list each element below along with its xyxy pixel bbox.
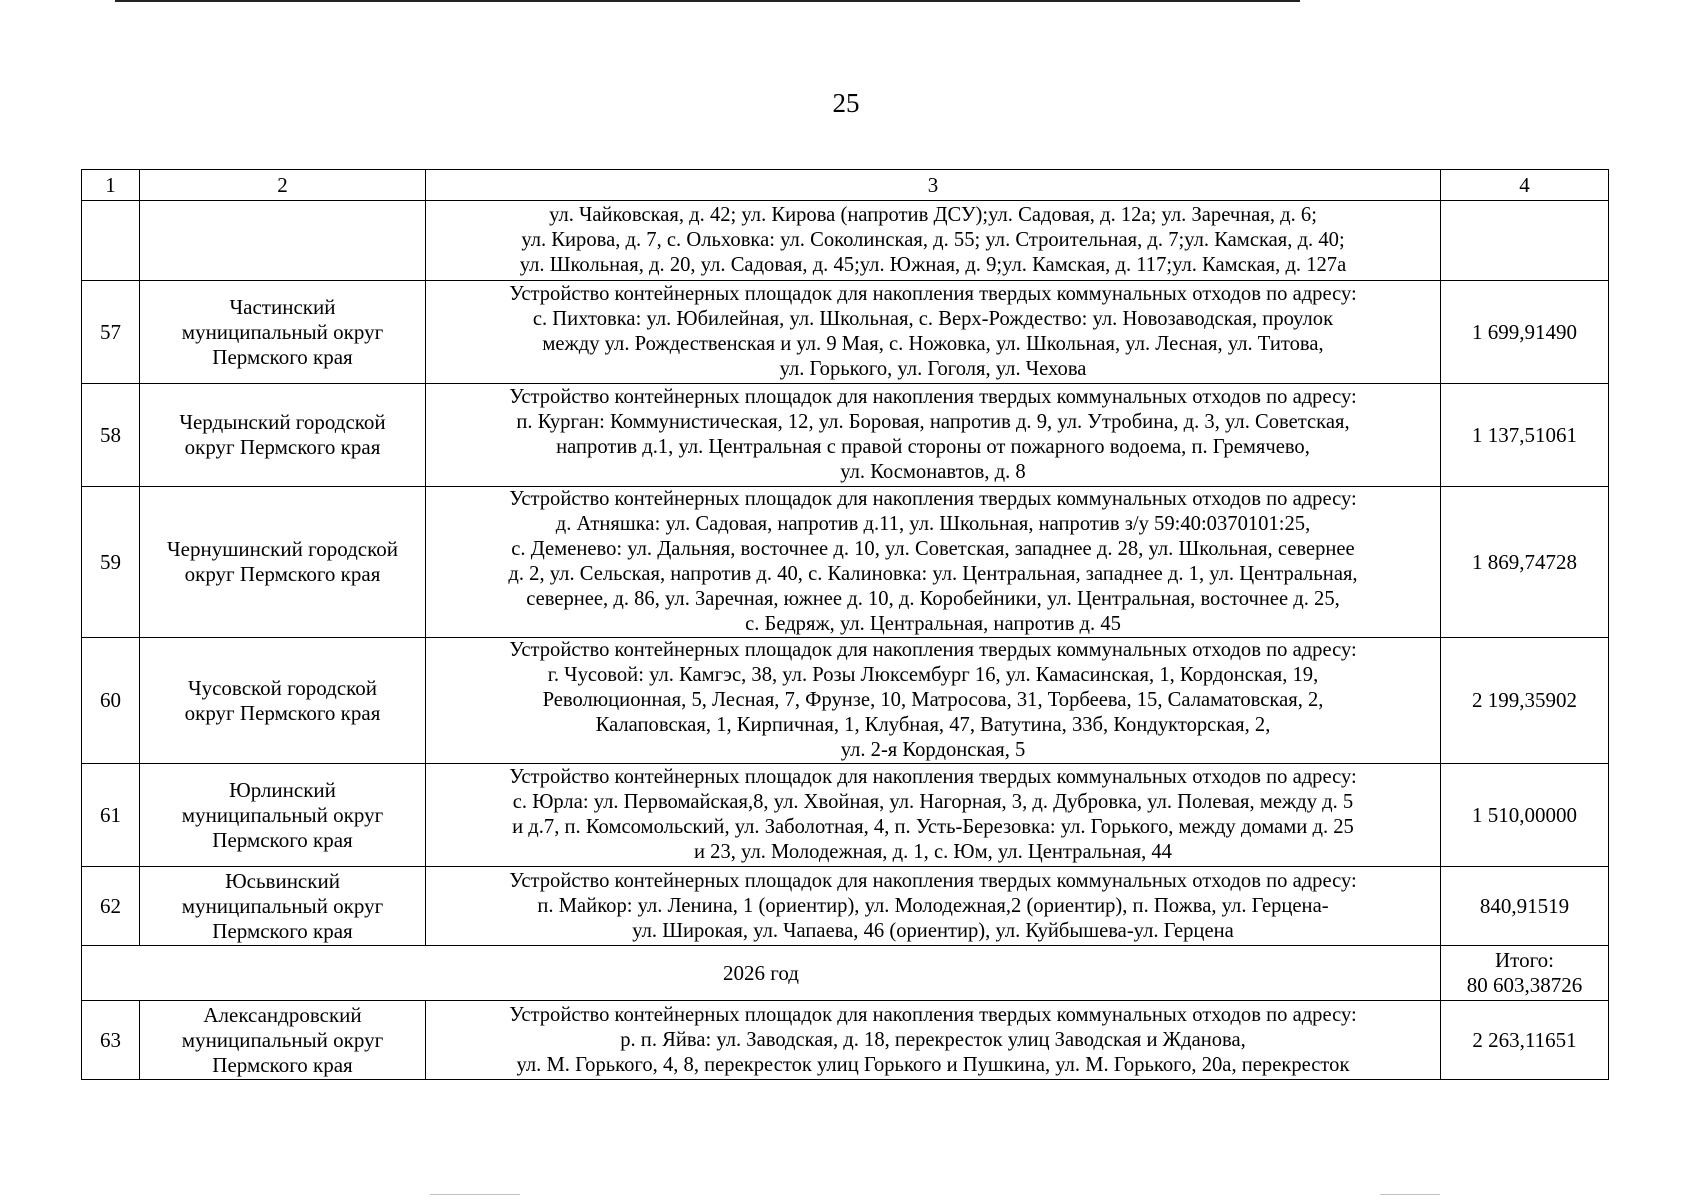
year-row bbox=[82, 946, 1609, 1001]
table-row bbox=[82, 487, 1609, 638]
row-number: 61 bbox=[82, 764, 140, 867]
scan-artifact bbox=[430, 1194, 520, 1195]
amount: 1 699,91490 bbox=[1441, 281, 1609, 384]
page-number: 25 bbox=[832, 88, 860, 118]
description-line: ул. Кирова, д. 7, с. Ольховка: ул. Соколинская, д. 55; ул. Строительная, д. 7;ул. Камская, д. 40; bbox=[521, 229, 1345, 251]
amount: 1 869,74728 bbox=[1441, 487, 1609, 638]
work-description bbox=[426, 384, 1441, 487]
work-description bbox=[426, 638, 1441, 764]
description-line: г. Чусовой: ул. Камгэс, 38, ул. Розы Люксембург 16, ул. Камасинская, 1, Кордонская, 19, bbox=[547, 664, 1319, 686]
amount: 1 137,51061 bbox=[1441, 384, 1609, 487]
district-line: Чердынский городской bbox=[179, 410, 386, 434]
amount: 1 510,00000 bbox=[1441, 764, 1609, 867]
description-line: ул. Космонавтов, д. 8 bbox=[840, 461, 1026, 483]
district-line: Юсьвинский bbox=[225, 868, 340, 893]
district-line: Чусовской городской bbox=[187, 675, 378, 700]
district-line: округ Пермского края bbox=[184, 700, 381, 725]
work-description bbox=[426, 1001, 1441, 1080]
district-line: Юрлинский bbox=[229, 777, 336, 802]
row-number: 62 bbox=[82, 867, 140, 946]
district-line: муниципальный округ bbox=[181, 319, 384, 344]
district-line: муниципальный округ bbox=[181, 1027, 384, 1052]
description-line: ул. Чайковская, д. 42; ул. Кирова (напротив ДСУ);ул. Садовая, д. 12а; ул. Заречная, д. 6; bbox=[549, 204, 1317, 226]
year-total bbox=[1441, 946, 1609, 1001]
description-line: Устройство контейнерных площадок для накопления твердых коммунальных отходов по адресу: bbox=[509, 869, 1357, 892]
row-number: 59 bbox=[82, 487, 140, 638]
description-line: напротив д.1, ул. Центральная с правой стороны от пожарного водоема, п. Гремячево, bbox=[556, 436, 1310, 458]
description-line: Революционная, 5, Лесная, 7, Фрунзе, 10, Матросова, 31, Торбеева, 15, Саламатовская, 2, bbox=[542, 689, 1324, 711]
header-cell-3: 3 bbox=[426, 170, 1441, 201]
amount: 2 263,11651 bbox=[1441, 1001, 1609, 1080]
district-name bbox=[140, 384, 426, 487]
works-table bbox=[81, 169, 1609, 1080]
description-line: ул. Горького, ул. Гоголя, ул. Чехова bbox=[779, 358, 1087, 380]
work-description bbox=[426, 201, 1441, 281]
district-line: округ Пермского края bbox=[184, 435, 381, 459]
district-line: Пермского края bbox=[212, 1052, 353, 1077]
description-line: ул. М. Горького, 4, 8, перекресток улиц Горького и Пушкина, ул. М. Горького, 20а, перекресток bbox=[516, 1053, 1350, 1076]
table-row bbox=[82, 638, 1609, 764]
description-line: с. Юрла: ул. Первомайская,8, ул. Хвойная, ул. Нагорная, 3, д. Дубровка, ул. Полевая, между д. 5 bbox=[512, 791, 1354, 813]
description-line: севернее, д. 86, ул. Заречная, южнее д. 10, д. Коробейники, ул. Центральная, восточнее д. 25, bbox=[526, 588, 1340, 610]
description-line: р. п. Яйва: ул. Заводская, д. 18, перекресток улиц Заводская и Жданова, bbox=[620, 1028, 1246, 1051]
description-line: Устройство контейнерных площадок для накопления твердых коммунальных отходов по адресу: bbox=[509, 386, 1357, 408]
row-number: 63 bbox=[82, 1001, 140, 1080]
row-number: 58 bbox=[82, 384, 140, 487]
description-line: Устройство контейнерных площадок для накопления твердых коммунальных отходов по адресу: bbox=[509, 1003, 1357, 1026]
description-line: с. Деменево: ул. Дальняя, восточнее д. 10, ул. Советская, западнее д. 28, ул. Школьная, севернее bbox=[511, 538, 1355, 560]
description-line: д. 2, ул. Сельская, напротив д. 40, с. Калиновка: ул. Центральная, западнее д. 1, ул. Центральная, bbox=[508, 563, 1358, 585]
table-row bbox=[82, 764, 1609, 867]
work-description bbox=[426, 764, 1441, 867]
district-name bbox=[140, 487, 426, 638]
table-row bbox=[82, 1001, 1609, 1080]
description-line: п. Курган: Коммунистическая, 12, ул. Боровая, напротив д. 9, ул. Утробина, д. 3, ул. Советская, bbox=[516, 411, 1350, 433]
work-description bbox=[426, 487, 1441, 638]
table-row bbox=[82, 281, 1609, 384]
table-row bbox=[82, 201, 1609, 281]
year-label: 2026 год bbox=[82, 946, 1441, 1001]
amount bbox=[1441, 201, 1609, 281]
total-label: Итого: bbox=[1495, 948, 1554, 972]
row-number: 60 bbox=[82, 638, 140, 764]
district-line: Пермского края bbox=[212, 918, 353, 943]
district-line: муниципальный округ bbox=[181, 802, 384, 827]
district-line: округ Пермского края bbox=[184, 562, 381, 586]
description-line: п. Майкор: ул. Ленина, 1 (ориентир), ул. Молодежная,2 (ориентир), п. Пожва, ул. Герцена- bbox=[537, 894, 1329, 917]
amount: 2 199,35902 bbox=[1441, 638, 1609, 764]
district-line: Пермского края bbox=[212, 827, 353, 852]
district-name bbox=[140, 281, 426, 384]
description-line: с. Пихтовка: ул. Юбилейная, ул. Школьная, с. Верх-Рождество: ул. Новозаводская, проулок bbox=[532, 308, 1334, 330]
description-line: ул. Школьная, д. 20, ул. Садовая, д. 45;ул. Южная, д. 9;ул. Камская, д. 117;ул. Камская, д. 127а bbox=[519, 254, 1347, 276]
description-line: и 23, ул. Молодежная, д. 1, с. Юм, ул. Центральная, 44 bbox=[694, 841, 1172, 863]
description-line: Устройство контейнерных площадок для накопления твердых коммунальных отходов по адресу: bbox=[509, 639, 1357, 661]
row-number bbox=[82, 201, 140, 281]
description-line: и д.7, п. Комсомольский, ул. Заболотная, 4, п. Усть-Березовка: ул. Горького, между домами д. 25 bbox=[512, 816, 1354, 838]
district-name bbox=[140, 638, 426, 764]
description-line: с. Бедряж, ул. Центральная, напротив д. 45 bbox=[745, 613, 1121, 635]
description-line: Калаповская, 1, Кирпичная, 1, Клубная, 47, Ватутина, 33б, Кондукторская, 2, bbox=[595, 714, 1271, 736]
work-description bbox=[426, 281, 1441, 384]
header-row bbox=[82, 170, 1609, 201]
scan-top-rule bbox=[115, 0, 1300, 2]
description-line: д. Атняшка: ул. Садовая, напротив д.11, ул. Школьная, напротив з/у 59:40:0370101:25, bbox=[555, 513, 1311, 535]
header-cell-2: 2 bbox=[140, 170, 426, 201]
district-name bbox=[140, 764, 426, 867]
row-number: 57 bbox=[82, 281, 140, 384]
table-row bbox=[82, 867, 1609, 946]
description-line: Устройство контейнерных площадок для накопления твердых коммунальных отходов по адресу: bbox=[509, 283, 1357, 305]
header-cell-1: 1 bbox=[82, 170, 140, 201]
district-line: муниципальный округ bbox=[181, 893, 384, 918]
district-name bbox=[140, 1001, 426, 1080]
amount: 840,91519 bbox=[1441, 867, 1609, 946]
header-cell-4: 4 bbox=[1441, 170, 1609, 201]
district-line: Чернушинский городской bbox=[167, 537, 398, 561]
district-name bbox=[140, 201, 426, 281]
work-description bbox=[426, 867, 1441, 946]
description-line: ул. Широкая, ул. Чапаева, 46 (ориентир), ул. Куйбышева-ул. Герцена bbox=[632, 919, 1234, 942]
district-line: Пермского края bbox=[212, 344, 353, 369]
scan-artifact bbox=[1380, 1194, 1440, 1195]
description-line: между ул. Рождественская и ул. 9 Мая, с. Ножовка, ул. Школьная, ул. Лесная, ул. Титова, bbox=[542, 333, 1324, 355]
table-row bbox=[82, 384, 1609, 487]
total-value: 80 603,38726 bbox=[1466, 973, 1583, 997]
district-line: Частинский bbox=[229, 294, 336, 319]
description-line: Устройство контейнерных площадок для накопления твердых коммунальных отходов по адресу: bbox=[509, 766, 1357, 788]
description-line: Устройство контейнерных площадок для накопления твердых коммунальных отходов по адресу: bbox=[509, 488, 1357, 510]
district-line: Александровский bbox=[203, 1002, 362, 1027]
description-line: ул. 2-я Кордонская, 5 bbox=[840, 739, 1026, 761]
district-name bbox=[140, 867, 426, 946]
